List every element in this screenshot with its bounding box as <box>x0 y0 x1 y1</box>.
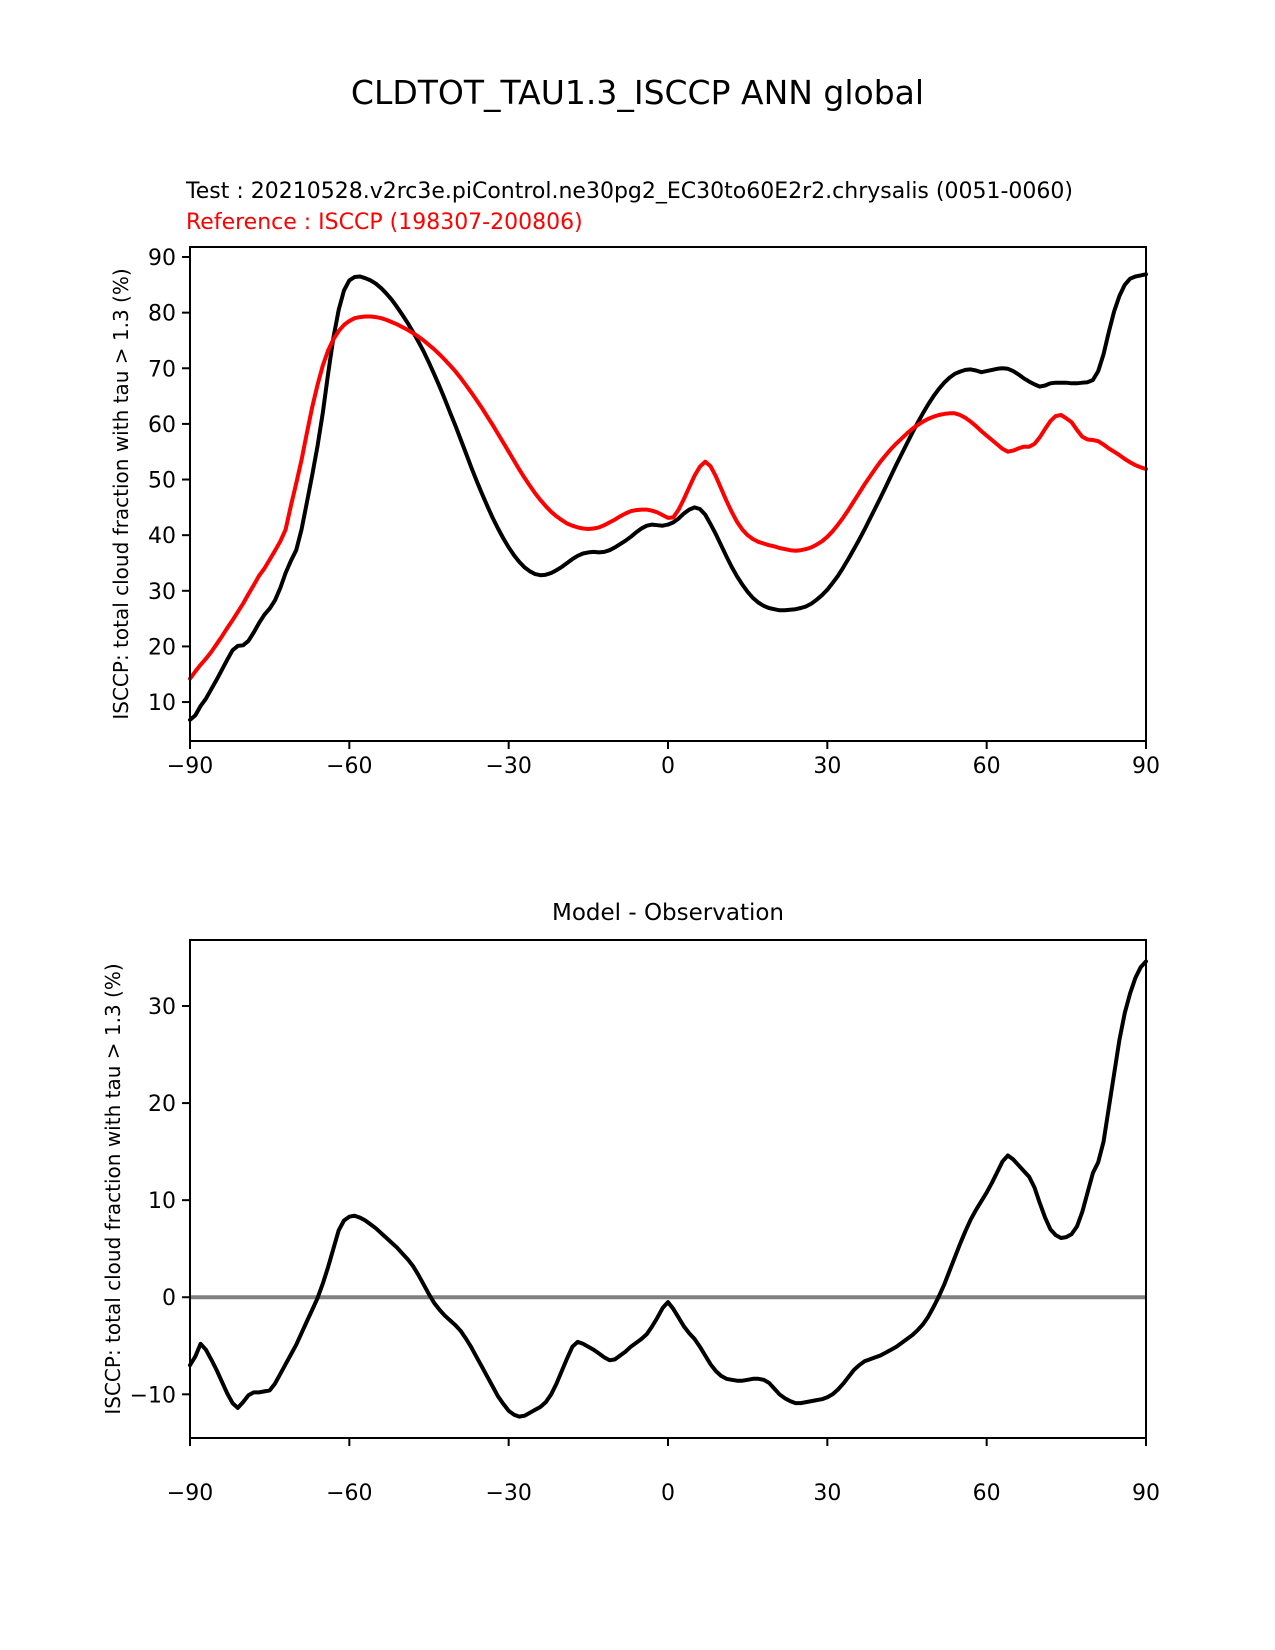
test-run-label: Test : 20210528.v2rc3e.piControl.ne30pg2_EC30to60E2r2.chrysalis (0051-0060) <box>186 179 1073 204</box>
bottom-panel-title: Model - Observation <box>551 900 785 926</box>
top-y-axis-label: ISCCP: total cloud fraction with tau > 1.3 (%) <box>109 268 133 720</box>
y-tick-label: 90 <box>148 246 176 272</box>
x-tick-label: 60 <box>972 754 1001 779</box>
bottom-y-axis-label: ISCCP: total cloud fraction with tau > 1.3 (%) <box>101 963 125 1415</box>
y-tick-label: 70 <box>148 357 176 383</box>
x-tick-label: −60 <box>326 754 373 779</box>
x-tick-label: −30 <box>485 1481 532 1506</box>
y-tick-label: 80 <box>148 301 176 327</box>
x-tick-label: −60 <box>326 1481 373 1506</box>
x-tick-label: −90 <box>166 754 214 779</box>
x-tick-label: −90 <box>166 1481 214 1506</box>
reference-dataset-label: Reference : ISCCP (198307-200806) <box>186 210 583 235</box>
x-tick-label: −30 <box>485 754 532 779</box>
top-curve-1 <box>190 317 1146 679</box>
y-tick-label: 0 <box>162 1286 176 1312</box>
x-tick-label: 0 <box>661 1481 675 1506</box>
x-tick-label: 0 <box>661 754 675 779</box>
y-tick-label: 50 <box>148 468 176 494</box>
top-plot-frame <box>190 247 1146 741</box>
y-tick-label: 10 <box>148 1189 176 1215</box>
y-tick-label: 10 <box>148 691 176 717</box>
bottom-plot-frame <box>190 940 1146 1438</box>
y-tick-label: 20 <box>148 1092 176 1118</box>
y-tick-label: 30 <box>148 579 176 605</box>
x-tick-label: 30 <box>813 754 842 779</box>
y-tick-label: 40 <box>148 524 176 550</box>
y-tick-label: 60 <box>148 412 176 438</box>
x-tick-label: 30 <box>813 1481 842 1506</box>
figure-title: CLDTOT_TAU1.3_ISCCP ANN global <box>350 73 925 112</box>
bottom-curve-0 <box>190 961 1146 1416</box>
y-tick-label: 20 <box>148 635 176 661</box>
y-tick-label: −10 <box>129 1383 176 1409</box>
x-tick-label: 90 <box>1132 754 1160 779</box>
x-tick-label: 90 <box>1132 1481 1160 1506</box>
y-tick-label: 30 <box>148 995 176 1021</box>
x-tick-label: 60 <box>972 1481 1001 1506</box>
